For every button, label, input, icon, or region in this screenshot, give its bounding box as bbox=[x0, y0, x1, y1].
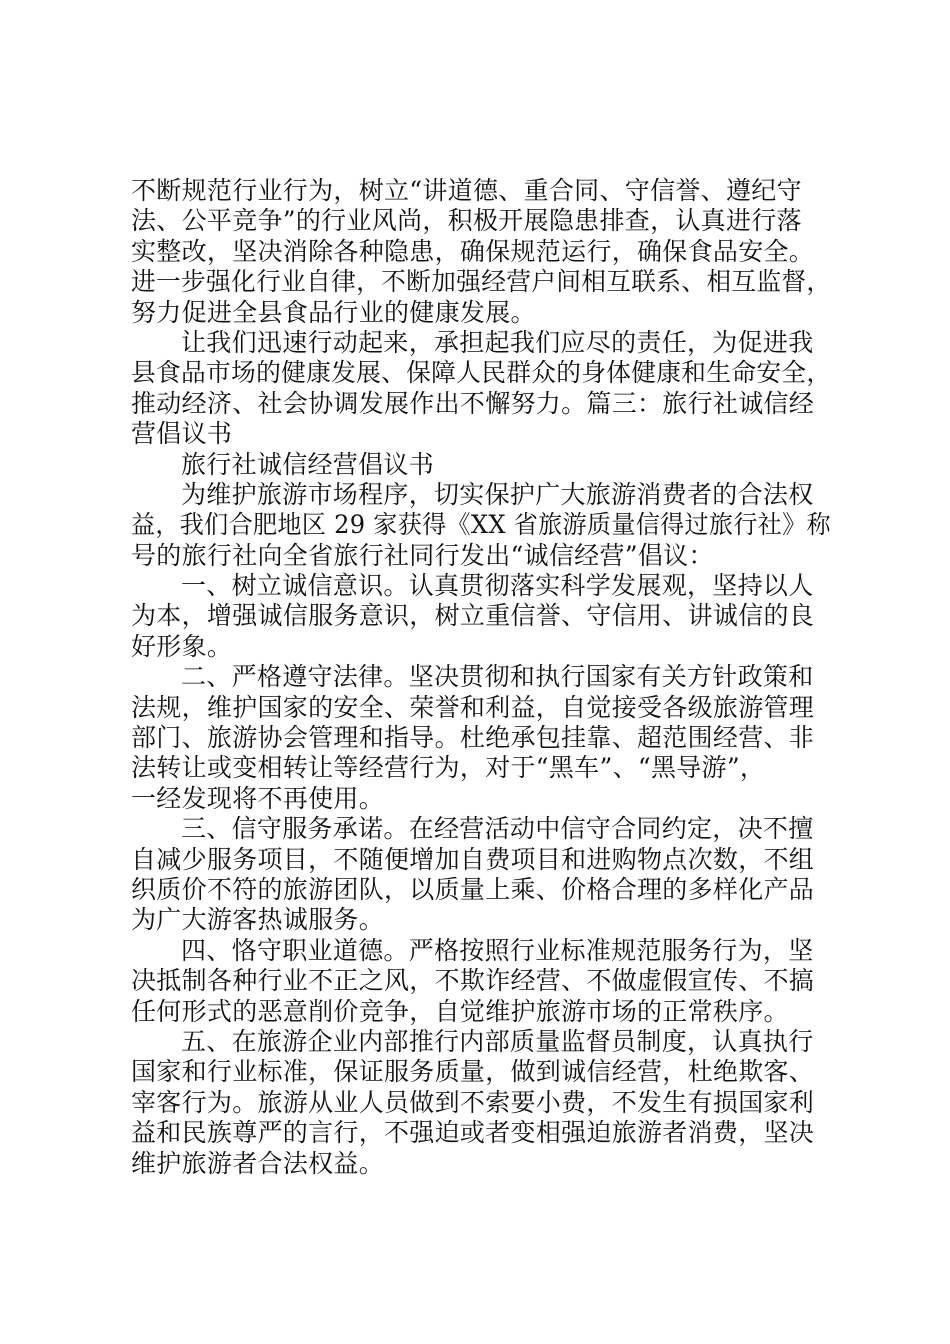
text-line: 任何形式的恶意削价竞争，自觉维护旅游市场的正常秩序。 bbox=[131, 996, 789, 1026]
text-line: 努力促进全县食品行业的健康发展。 bbox=[131, 297, 536, 327]
text-line: 县食品市场的健康发展、保障人民群众的身体健康和生命安全， bbox=[131, 358, 832, 388]
text-line: 织质价不符的旅游团队，以质量上乘、价格合理的多样化产品 bbox=[131, 874, 815, 904]
text-line: 自减少服务项目，不随便增加自费项目和进购物点次数，不组 bbox=[131, 844, 815, 874]
text-line: 号的旅行社向全省旅行社同行发出“诚信经营”倡议： bbox=[131, 540, 714, 570]
text-line: 宰客行为。旅游从业人员做到不索要小费，不发生有损国家利 bbox=[131, 1087, 815, 1117]
text-line: 四、恪守职业道德。严格按照行业标准规范服务行为，坚 bbox=[181, 935, 814, 965]
text-line: 法转让或变相转让等经营行为，对于“黑车”、“黑导游”， bbox=[131, 753, 766, 783]
text-line: 为广大游客热诚服务。 bbox=[131, 905, 385, 935]
text-line: 旅行社诚信经营倡议书 bbox=[181, 449, 435, 479]
text-line: 五、在旅游企业内部推行内部质量监督员制度，认真执行 bbox=[181, 1026, 814, 1056]
text-line: 三、信守服务承诺。在经营活动中信守合同约定，决不擅 bbox=[181, 814, 814, 844]
text-line: 营倡议书 bbox=[131, 419, 233, 449]
text-line: 一、树立诚信意识。认真贯彻落实科学发展观，坚持以人 bbox=[181, 571, 814, 601]
text-line: 益，我们合肥地区 29 家获得《XX 省旅游质量信得过旅行社》称 bbox=[131, 510, 831, 540]
text-line: 不断规范行业行为，树立“讲道德、重合同、守信誉、遵纪守 bbox=[131, 176, 802, 205]
text-line: 进一步强化行业自律，不断加强经营户间相互联系、相互监督， bbox=[131, 267, 832, 297]
text-line: 决抵制各种行业不正之风，不欺诈经营、不做虚假宣传、不搞 bbox=[131, 966, 815, 996]
text-line: 让我们迅速行动起来，承担起我们应尽的责任，为促进我 bbox=[181, 327, 814, 357]
text-line: 部门、旅游协会管理和指导。杜绝承包挂靠、超范围经营、非 bbox=[131, 723, 815, 753]
text-line: 推动经济、社会协调发展作出不懈努力。篇三：旅行社诚信经 bbox=[131, 388, 815, 418]
text-line: 一经发现将不再使用。 bbox=[131, 783, 385, 813]
text-line: 益和民族尊严的言行，不强迫或者变相强迫旅游者消费，坚决 bbox=[131, 1118, 815, 1148]
document-body bbox=[131, 176, 831, 1179]
text-line: 二、严格遵守法律。坚决贯彻和执行国家有关方针政策和 bbox=[181, 662, 814, 692]
text-line: 为维护旅游市场程序，切实保护广大旅游消费者的合法权 bbox=[181, 479, 814, 509]
text-line: 为本，增强诚信服务意识，树立重信誉、守信用、讲诚信的良 bbox=[131, 601, 815, 631]
text-line: 好形象。 bbox=[131, 631, 233, 661]
text-line: 国家和行业标准，保证服务质量，做到诚信经营，杜绝欺客、 bbox=[131, 1057, 815, 1087]
text-line: 维护旅游者合法权益。 bbox=[131, 1148, 385, 1178]
text-line: 法规，维护国家的安全、荣誉和利益，自觉接受各级旅游管理 bbox=[131, 692, 815, 722]
text-line: 实整改，坚决消除各种隐患，确保规范运行，确保食品安全。 bbox=[131, 236, 815, 266]
text-line: 法、公平竞争”的行业风尚，积极开展隐患排查，认真进行落 bbox=[131, 206, 802, 236]
